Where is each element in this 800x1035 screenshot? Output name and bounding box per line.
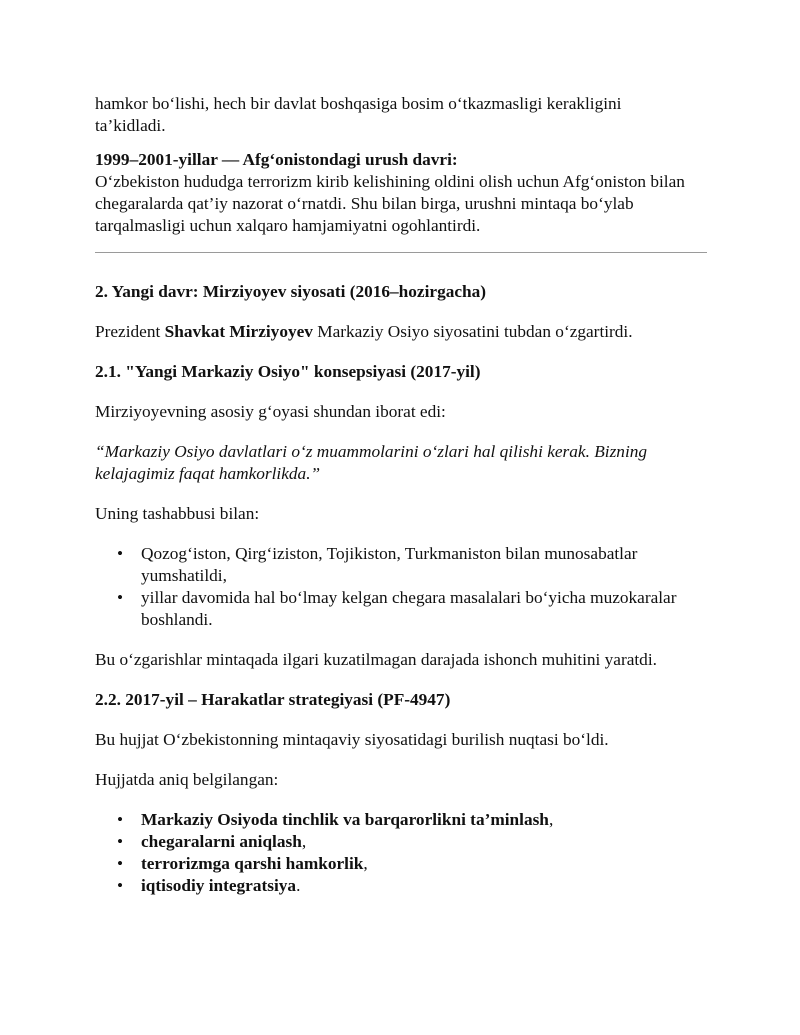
- strategy-list: [95, 809, 707, 897]
- document-page: [95, 93, 707, 897]
- section-2-1-idea: Mirziyoyevning asosiy g‘oyasi shundan iborat edi:: [95, 402, 446, 421]
- list-item-text: Markaziy Osiyoda tinchlik va barqarorlikni ta’minlash: [141, 810, 549, 829]
- list-item-text: chegaralarni aniqlash: [141, 832, 302, 851]
- section-2-1-quote: [95, 441, 707, 485]
- list-item: [95, 875, 707, 897]
- list-item-text: iqtisodiy integratsiya: [141, 876, 297, 895]
- bullet-icon: •: [117, 876, 124, 895]
- list-item-punct: ,: [363, 854, 368, 873]
- list-item-punct: ,: [548, 810, 554, 829]
- bullet-icon: •: [117, 854, 124, 873]
- section-2-2-document-lead: Hujjatda aniq belgilangan:: [95, 770, 279, 789]
- afghan-war-heading: 1999–2001-yillar — Afg‘onistondagi urush davri:: [95, 150, 458, 169]
- intro-line-1: hamkor bo‘lishi, hech bir davlat boshqasiga bosim o‘tkazmasligi kerakligini: [95, 94, 622, 113]
- list-item-punct: .: [296, 876, 301, 895]
- bullet-icon: •: [117, 588, 124, 607]
- intro-line-2: ta’kidladi.: [95, 116, 166, 135]
- list-item-text: Qozog‘iston, Qirg‘iziston, Tojikiston, Turkmaniston bilan munosabatlar yumshatildi,: [141, 544, 638, 585]
- president-name: Shavkat Mirziyoyev: [164, 322, 313, 341]
- section-2-heading: 2. Yangi davr: Mirziyoyev siyosati (2016–hozirgacha): [95, 282, 487, 301]
- list-item-punct: ,: [301, 832, 307, 851]
- list-item-text: yillar davomida hal bo‘lmay kelgan chegara masalalari bo‘yicha muzokaralar boshlandi.: [141, 588, 677, 629]
- section-2-1-initiative: Uning tashabbusi bilan:: [95, 504, 260, 523]
- section-2-2-intro: Bu hujjat O‘zbekistonning mintaqaviy siyosatidagi burilish nuqtasi bo‘ldi.: [95, 730, 609, 749]
- list-item: [95, 543, 685, 587]
- bullet-icon: •: [117, 810, 124, 829]
- initiative-list: [95, 543, 685, 631]
- list-item: [95, 587, 685, 631]
- section-2-2-heading: 2.2. 2017-yil – Harakatlar strategiyasi (PF-4947): [95, 690, 451, 709]
- list-item: [95, 853, 707, 875]
- quote-text: “Markaziy Osiyo davlatlari o‘z muammolarini o‘zlari hal qilishi kerak. Bizning kelajagimiz faqat hamkorlikda.”: [95, 442, 648, 483]
- bullet-icon: •: [117, 544, 124, 563]
- section-2-intro: [95, 321, 707, 343]
- list-item: [95, 809, 707, 831]
- section-2-intro-suffix: Markaziy Osiyo siyosatini tubdan o‘zgartirdi.: [312, 322, 633, 341]
- afghan-war-body: O‘zbekiston hududga terrorizm kirib kelishining oldini olish uchun Afg‘oniston bilan chegaralarda qat’iy nazorat o‘rnatdi. Shu bilan birga, urushni mintaqa bo‘ylab tarqalmasligi uchun xalqaro hamjamiyatni ogohlantirdi.: [95, 172, 685, 235]
- section-2-1-heading: 2.1. "Yangi Markaziy Osiyo" konsepsiyasi (2017-yil): [95, 362, 481, 381]
- list-item: [95, 831, 707, 853]
- intro-paragraph: [95, 93, 707, 137]
- horizontal-divider: [95, 252, 707, 253]
- section-2-1-conclusion: Bu o‘zgarishlar mintaqada ilgari kuzatilmagan darajada ishonch muhitini yaratdi.: [95, 650, 657, 669]
- bullet-icon: •: [117, 832, 124, 851]
- section-2-intro-prefix: Prezident: [95, 322, 165, 341]
- list-item-text: terrorizmga qarshi hamkorlik: [141, 854, 364, 873]
